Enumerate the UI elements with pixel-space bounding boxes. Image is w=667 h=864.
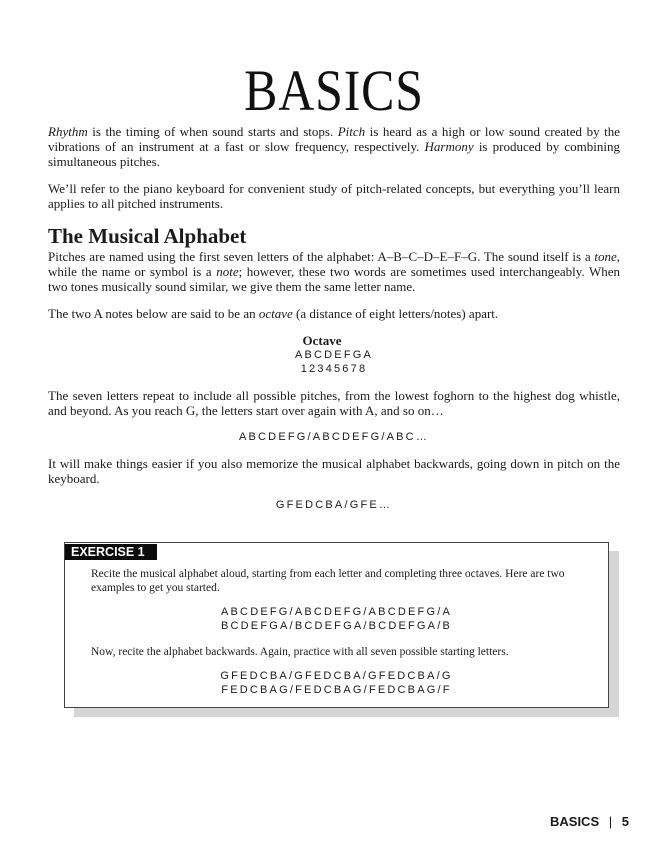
alphabet-paragraph (48, 249, 620, 294)
page-title: BASICS (244, 58, 424, 123)
exercise-box (64, 542, 609, 708)
intro-paragraph-2: We’ll refer to the piano keyboard for convenient study of pitch-related concepts, but everything you’ll learn applies to all pitched instruments. (48, 181, 620, 211)
repeat-paragraph: The seven letters repeat to include all possible pitches, from the lowest foghorn to the highest dog whistle, and beyond. As you reach G, the letters start over again with A, and so on… (48, 388, 620, 418)
text-segment: is produced by combining simultaneous pitches. (48, 139, 620, 169)
page-number: 5 (621, 814, 629, 829)
exercise-instruction-2: Now, recite the alphabet backwards. Again, practice with all seven possible starting letters. (91, 646, 509, 658)
exercise-section (64, 542, 609, 708)
backward-sequence: GFEDCBA/GFE… (275, 499, 393, 511)
footer-separator: | (608, 814, 613, 829)
emphasized-term: note (216, 264, 239, 279)
octave-letters: ABCDEFGA (294, 349, 374, 361)
text-segment: , while the name or symbol is a (48, 249, 620, 279)
text-segment: The two A notes below are said to be an (48, 306, 259, 321)
section-heading: The Musical Alphabet (48, 224, 247, 248)
exercise-instruction-1: Recite the musical alphabet aloud, starting from each letter and completing three octaves. Here are two examples to get you started. (91, 568, 565, 594)
exercise-example-4: FEDCBAG/FEDCBAG/FEDCBAG/F (221, 684, 452, 696)
page-content (48, 0, 620, 708)
exercise-example-1: ABCDEFG/ABCDEFG/ABCDEFG/A (220, 606, 453, 618)
octave-numbers: 12345678 (300, 363, 368, 375)
text-segment: (a distance of eight letters/notes) apart. (292, 306, 499, 321)
octave-label: Octave (302, 333, 342, 348)
exercise-label: EXERCISE 1 (65, 544, 157, 560)
forward-sequence: ABCDEFG/ABCDEFG/ABC… (238, 431, 430, 443)
octave-example (48, 333, 620, 376)
backwards-paragraph: It will make things easier if you also memorize the musical alphabet backwards, going down in pitch on the keyboard. (48, 456, 620, 486)
text-segment: Pitches are named using the first seven letters of the alphabet: A–B–C–D–E–F–G. The sound itself is a (48, 249, 595, 264)
emphasized-term: Harmony (424, 139, 474, 154)
page-footer (550, 814, 629, 829)
emphasized-term: Rhythm (48, 124, 88, 139)
text-segment: is heard as a high or low sound created by the vibrations of an instrument at a fast or slow frequency, respectively. (48, 124, 620, 154)
footer-section: BASICS (550, 814, 600, 829)
exercise-example-3: GFEDCBA/GFEDCBA/GFEDCBA/G (220, 670, 453, 682)
emphasized-term: tone (594, 249, 617, 264)
octave-paragraph (48, 306, 620, 321)
emphasized-term: Pitch (337, 124, 366, 139)
text-segment: is the timing of when sound starts and stops. (87, 124, 338, 139)
intro-paragraph-1 (48, 124, 620, 169)
text-segment: ; however, these two words are sometimes used interchangeably. When two tones musically sound similar, we give them the same letter name. (48, 264, 620, 294)
emphasized-term: octave (258, 306, 293, 321)
exercise-example-2: BCDEFGA/BCDEFGA/BCDEFGA/B (220, 620, 453, 632)
